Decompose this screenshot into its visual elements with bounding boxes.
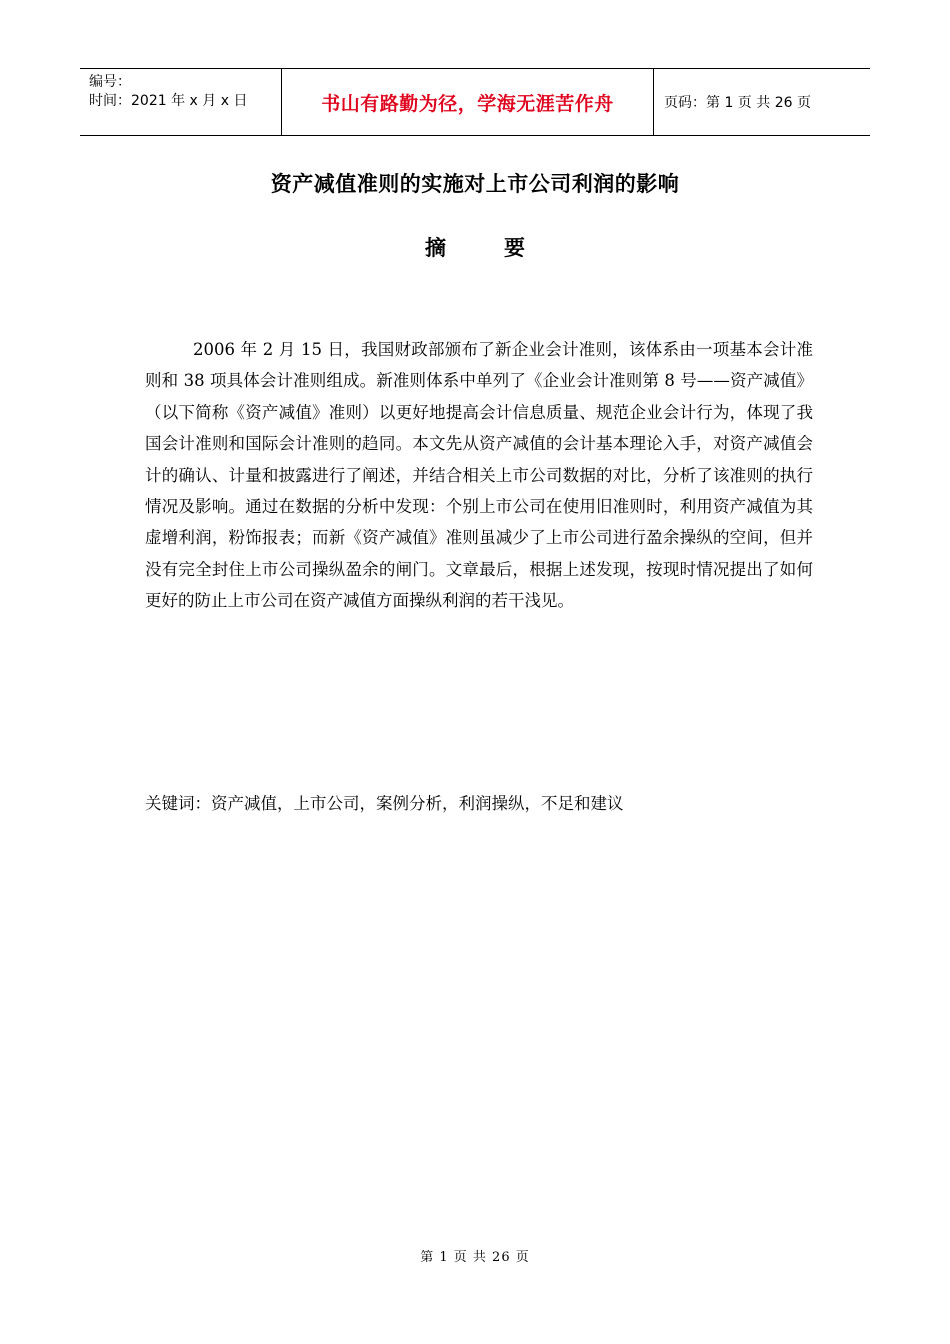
abstract-paragraph: 2006 年 2 月 15 日，我国财政部颁布了新企业会计准则，该体系由一项基本会计准则和 38 项具体会计准则组成。新准则体系中单列了《企业会计准则第 8 号——资产减值》（以下简称《资产减值》准则）以更好地提高会计信息质量、规范企业会计行为，体现了我国会计准则和国际会计准则的趋同。本文先从资产减值的会计基本理论入手，对资产减值会计的确认、计量和披露进行了阐述，并结合相关上市公司数据的对比，分析了该准则的执行情况及影响。通过在数据的分析中发现：个别上市公司在使用旧准则时，利用资产减值为其虚增利润，粉饰报表；而新《资产减值》准则虽减少了上市公司进行盈余操纵的空间，但并没有完全封住上市公司操纵盈余的闸门。文章最后，根据上述发现，按现时情况提出了如何更好的防止上市公司在资产减值方面操纵利润的若干浅见。 — [145, 340, 813, 611]
keywords-line: 关键词：资产减值，上市公司，案例分析，利润操纵，不足和建议 — [145, 794, 624, 813]
document-header — [80, 68, 870, 136]
abstract-heading: 摘要 — [425, 236, 583, 260]
date-label: 时间：2021 年 x 月 x 日 — [89, 93, 248, 109]
page-code: 页码：第 1 页 共 26 页 — [664, 95, 811, 111]
header-page-cell — [654, 69, 870, 135]
header-motto-cell — [282, 69, 654, 135]
page-footer: 第 1 页 共 26 页 — [420, 1250, 530, 1265]
serial-number-label: 编号： — [89, 74, 131, 90]
motto-text: 书山有路勤为径，学海无涯苦作舟 — [321, 92, 614, 115]
document-title: 资产减值准则的实施对上市公司利润的影响 — [270, 172, 680, 196]
header-meta-cell — [80, 69, 282, 135]
